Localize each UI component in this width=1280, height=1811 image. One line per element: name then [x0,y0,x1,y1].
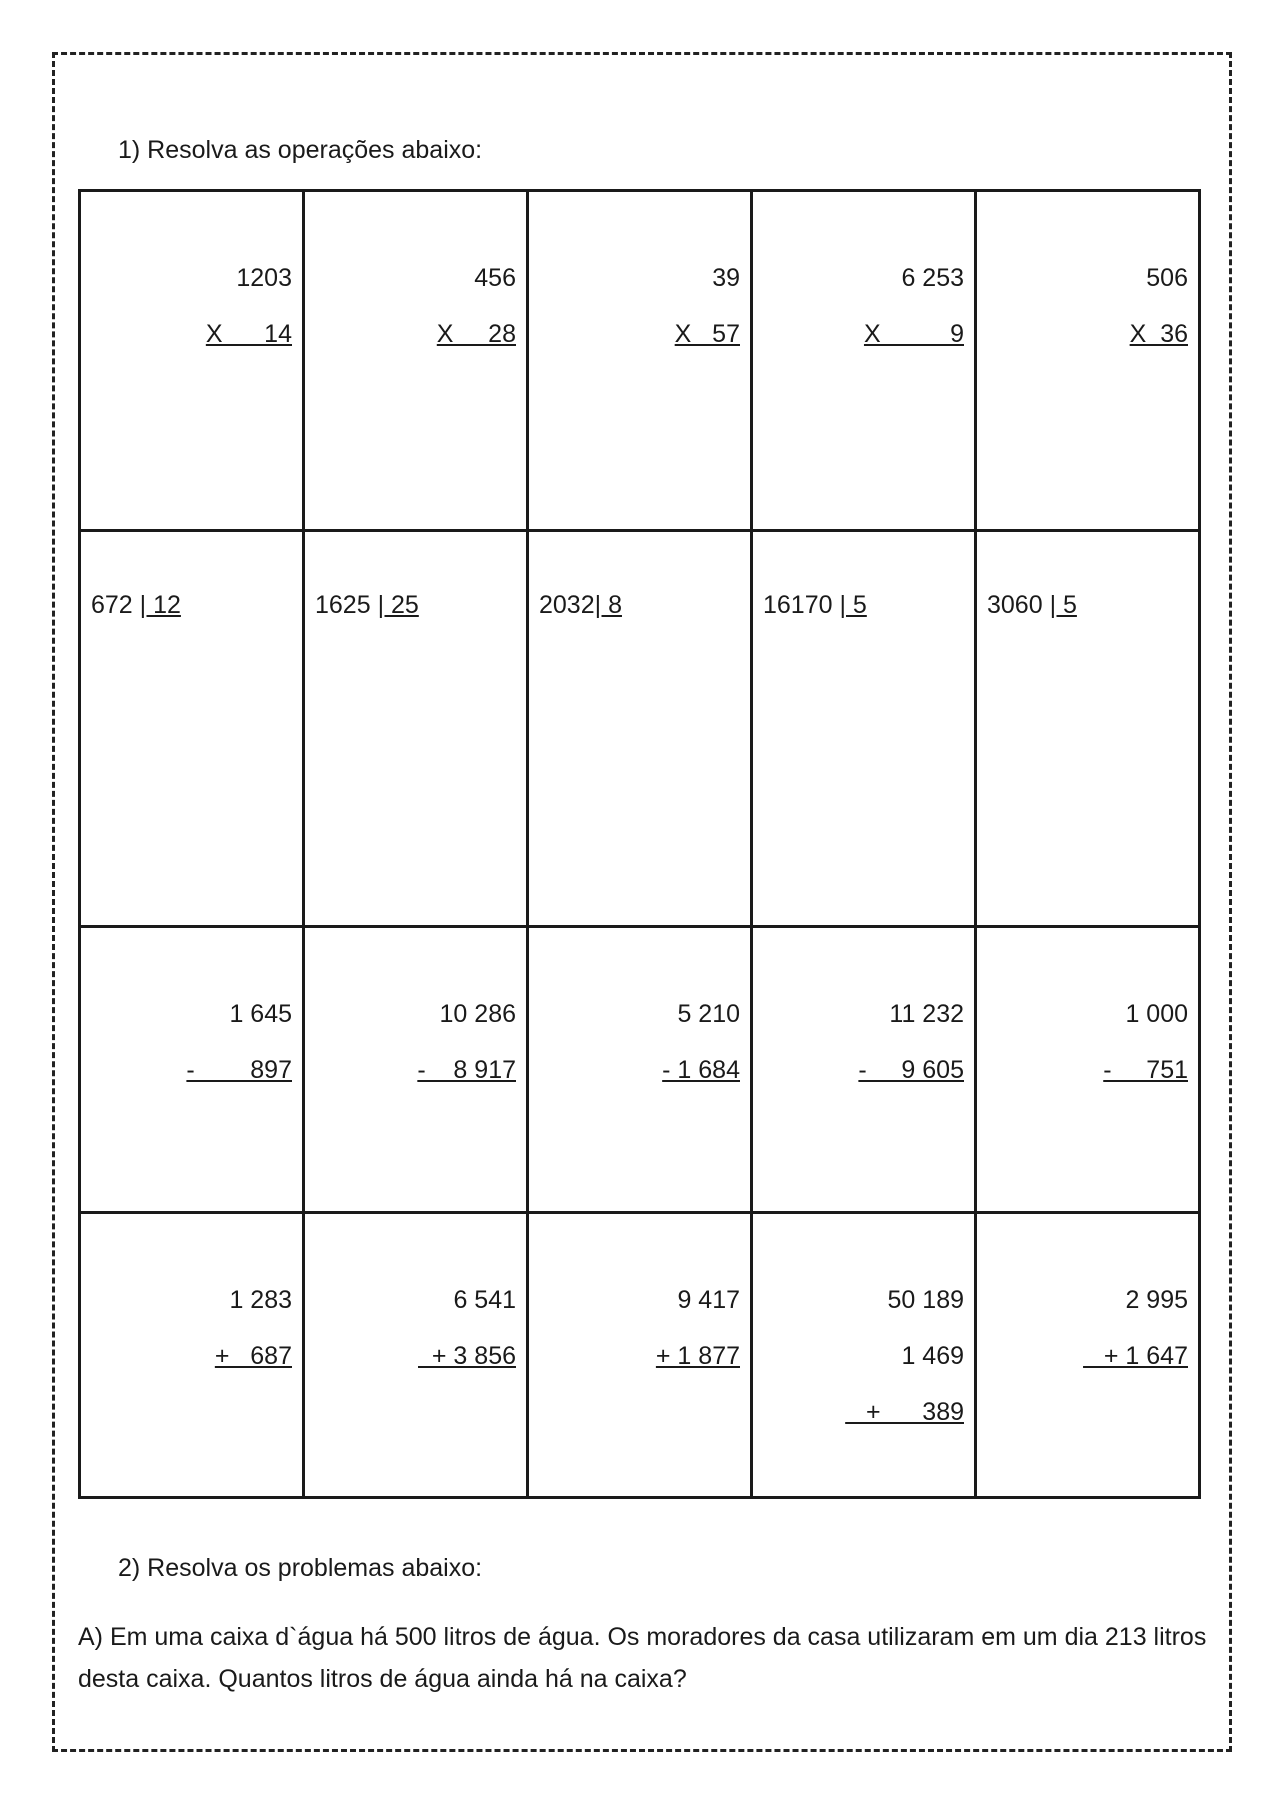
sub-cell-4[interactable] [752,927,976,1213]
addition-row [80,1213,1200,1498]
division-row [80,531,1200,927]
add-cell-1[interactable] [80,1213,304,1498]
add-top: 50 189 [887,1286,964,1314]
add-bottom: + 687 [214,1342,292,1370]
add-cell-3[interactable] [528,1213,752,1498]
add-bottom: + 1 877 [655,1342,740,1370]
sub-top: 5 210 [677,1000,740,1028]
mult-cell-2[interactable] [304,191,528,531]
dividend: 16170 [763,591,840,619]
sub-cell-2[interactable] [304,927,528,1213]
sub-bottom: - 9 605 [858,1056,964,1084]
add-bottom: + 389 [845,1398,964,1426]
div-cell-1[interactable] [80,531,304,927]
mult-cell-3[interactable] [528,191,752,531]
mult-bottom: X 57 [674,320,740,348]
add-cell-5[interactable] [976,1213,1200,1498]
add-top: 2 995 [1125,1286,1188,1314]
sub-bottom: - 897 [186,1056,292,1084]
mult-top: 39 [712,264,740,292]
add-top: 9 417 [677,1286,740,1314]
question-2-title: 2) Resolva os problemas abaixo: [118,1554,483,1582]
dividend: 3060 [987,591,1050,619]
div-cell-2[interactable] [304,531,528,927]
add-bottom: + 3 856 [418,1342,516,1370]
divisor: | 25 [377,591,419,619]
mult-top: 6 253 [901,264,964,292]
mult-top: 456 [474,264,516,292]
divisor: | 12 [139,591,181,619]
sub-cell-5[interactable] [976,927,1200,1213]
add-top: 1 283 [229,1286,292,1314]
add-middle: 1 469 [901,1342,964,1370]
sub-top: 10 286 [439,1000,516,1028]
divisor: | 5 [1049,591,1077,619]
add-cell-2[interactable] [304,1213,528,1498]
question-1-title: 1) Resolva as operações abaixo: [118,136,483,164]
subtraction-row [80,927,1200,1213]
div-cell-4[interactable] [752,531,976,927]
mult-bottom: X 28 [436,320,516,348]
add-bottom: + 1 647 [1083,1342,1188,1370]
multiplication-row [80,191,1200,531]
sub-cell-1[interactable] [80,927,304,1213]
mult-cell-4[interactable] [752,191,976,531]
problem-a-text: A) Em uma caixa d`água há 500 litros de água. Os moradores da casa utilizaram em um dia 213 litros desta caixa. Quantos litros de água ainda há na caixa? [78,1623,1207,1693]
sub-top: 1 000 [1125,1000,1188,1028]
sub-bottom: - 8 917 [417,1056,516,1084]
mult-cell-5[interactable] [976,191,1200,531]
mult-bottom: X 14 [205,320,292,348]
dividend: 1625 [315,591,378,619]
sub-cell-3[interactable] [528,927,752,1213]
sub-bottom: - 1 684 [662,1056,740,1084]
add-top: 6 541 [453,1286,516,1314]
divisor: | 8 [594,591,622,619]
mult-cell-1[interactable] [80,191,304,531]
mult-bottom: X 9 [863,320,964,348]
operations-grid [78,189,1201,1499]
sub-bottom: - 751 [1103,1056,1188,1084]
divisor: | 5 [839,591,867,619]
sub-top: 11 232 [889,1000,964,1028]
dividend: 672 [91,591,140,619]
mult-top: 1203 [236,264,292,292]
dividend: 2032 [539,591,595,619]
sub-top: 1 645 [229,1000,292,1028]
div-cell-3[interactable] [528,531,752,927]
div-cell-5[interactable] [976,531,1200,927]
add-cell-4[interactable] [752,1213,976,1498]
mult-top: 506 [1146,264,1188,292]
mult-bottom: X 36 [1129,320,1188,348]
